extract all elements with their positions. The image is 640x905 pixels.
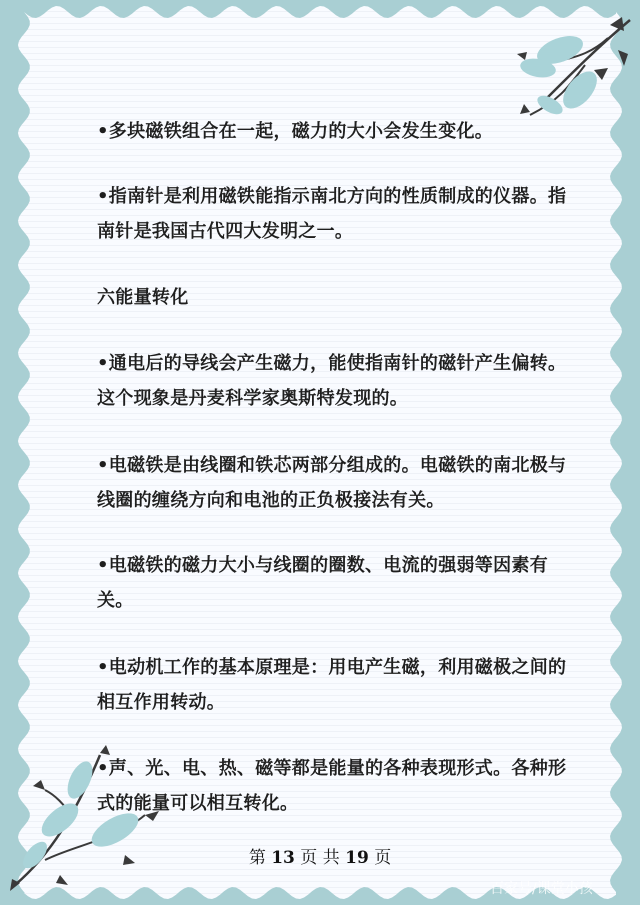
footer-suffix: 页 — [374, 848, 392, 868]
watermark: 百家号/课堂小孩 — [490, 881, 593, 897]
footer-middle: 页 共 — [300, 848, 340, 868]
paragraph-electromagnet-poles: •电磁铁是由线圈和铁芯两部分组成的。电磁铁的南北极与线圈的缠绕方向和电池的正负极接法有关。 — [97, 455, 567, 511]
current-page-number: 13 — [271, 848, 295, 868]
page-number-footer — [0, 843, 640, 868]
paragraph-oersted: •通电后的导线会产生磁力，能使指南针的磁针产生偏转。这个现象是丹麦科学家奥斯特发现的。 — [97, 353, 567, 409]
total-page-count: 19 — [345, 848, 369, 868]
paragraph-energy-forms: •声、光、电、热、磁等都是能量的各种表现形式。各种形式的能量可以相互转化。 — [97, 758, 567, 814]
section-heading-energy-conversion: 六能量转化 — [97, 287, 189, 308]
paragraph-electromagnet-strength: •电磁铁的磁力大小与线圈的圈数、电流的强弱等因素有关。 — [97, 555, 549, 611]
paragraph-magnet-combination: •多块磁铁组合在一起，磁力的大小会发生变化。 — [97, 121, 494, 142]
paragraph-motor-principle: •电动机工作的基本原理是：用电产生磁，利用磁极之间的相互作用转动。 — [97, 657, 567, 713]
footer-prefix: 第 — [248, 848, 266, 868]
paragraph-compass: •指南针是利用磁铁能指示南北方向的性质制成的仪器。指南针是我国古代四大发明之一。 — [97, 186, 567, 242]
